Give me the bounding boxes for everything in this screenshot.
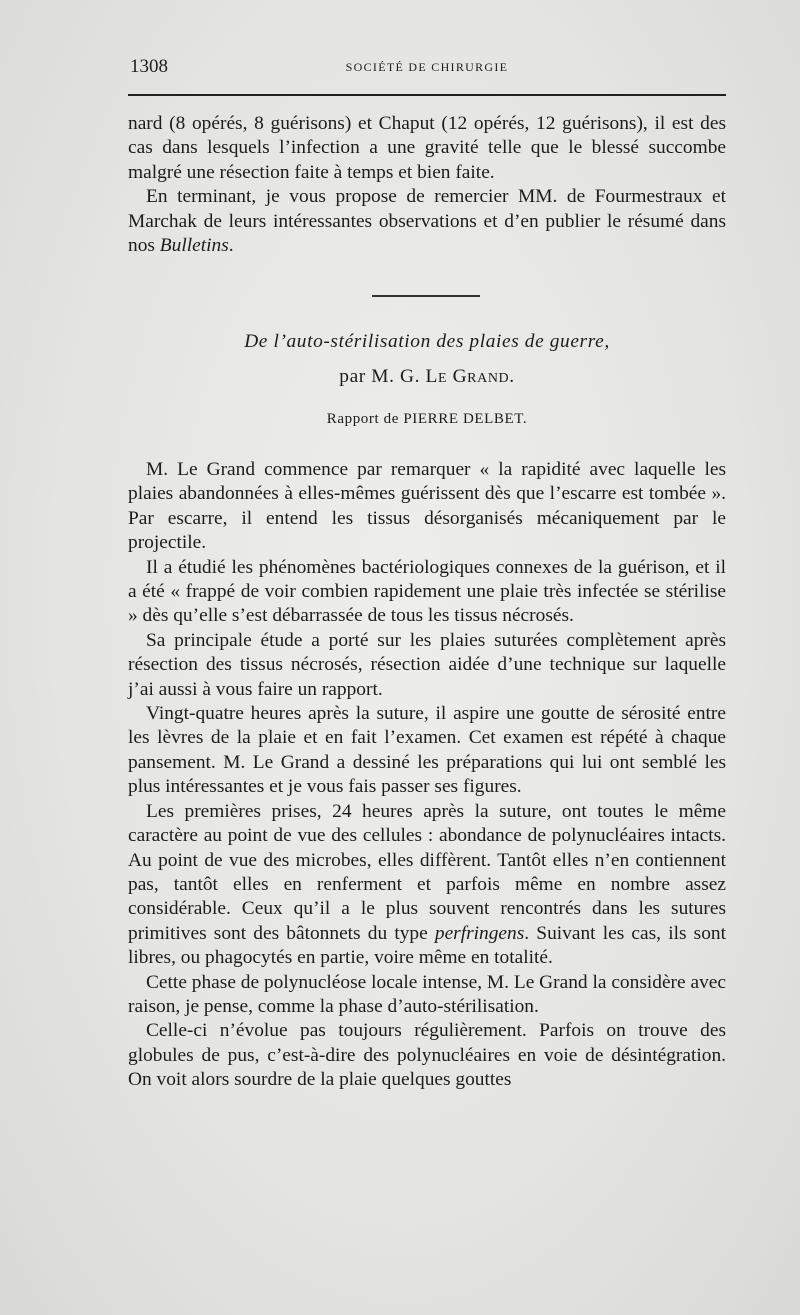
page-number: 1308 — [130, 56, 168, 77]
article-author: par M. G. Le Grand. — [339, 366, 515, 387]
body-paragraph-2: Il a étudié les phénomènes bactériologiques connexes de la guérison, et il a été « frappé de voir combien rapidement une plaie très infectée se stérilise » dès qu’elle s’est débarrassée de tous les tissus nécrosés. — [128, 556, 726, 627]
body-paragraph-5: Les premières prises, 24 heures après la suture, ont toutes le même caractère au point de vue des cellules : abondance de polynucléaires intacts. Au point de vue des microbes, elles diffèrent. Tantôt elles n’en contiennent pas, tantôt elles en renferment et parfois même en nombre assez considérable. Ceux qu’il a le plus souvent rencontrés dans les sutures primitives sont des bâtonnets du type perfringens. Suivant les cas, ils sont libres, ou phagocytés en partie, voire même en totalité. — [128, 800, 726, 969]
body-paragraph-6: Cette phase de polynucléose locale intense, M. Le Grand la considère avec raison, je pense, comme la phase d’auto-stérilisation. — [128, 971, 726, 1017]
perfringens-italic: perfringens — [434, 922, 525, 944]
author-name: Le Grand — [425, 366, 510, 387]
previous-article-ending — [128, 112, 726, 258]
body-paragraph-7: Celle-ci n’évolue pas toujours régulièrement. Parfois on trouve des globules de pus, c’est-à-dire des polynucléaires en voie de désintégration. On voit alors sourdre de la plaie quelques gouttes — [128, 1020, 726, 1091]
running-title: SOCIÉTÉ DE CHIRURGIE — [345, 60, 509, 74]
header-rule — [128, 94, 726, 96]
article-body — [128, 458, 726, 1093]
section-separator — [372, 295, 480, 297]
bulletins-italic: Bulletins — [159, 235, 229, 257]
closing-paragraph: En terminant, je vous propose de remercier MM. de Fourmestraux et Marchak de leurs intéressantes observations et d’en publier le résumé dans nos Bulletins. — [128, 186, 726, 257]
continued-paragraph: nard (8 opérés, 8 guérisons) et Chaput (12 opérés, 12 guérisons), il est des cas dans lesquels l’infection a une gravité telle que le blessé succombe malgré une résection faite à temps et bien faite. — [128, 113, 726, 183]
body-paragraph-4: Vingt-quatre heures après la suture, il aspire une goutte de sérosité entre les lèvres de la plaie et en fait l’examen. Cet examen est répété à chaque pansement. M. Le Grand a dessiné les préparations qui lui ont semblé les plus intéressantes et je vous fais passer ses figures. — [128, 703, 726, 798]
article-title: De l’auto-stérilisation des plaies de guerre, — [244, 331, 610, 352]
page-header — [128, 56, 726, 80]
body-paragraph-1: M. Le Grand commence par remarquer « la rapidité avec laquelle les plaies abandonnées à elles-mêmes guérissent dès que l’escarre est tombée ». Par escarre, il entend les tissus désorganisés mécaniquement par le projectile. — [128, 459, 726, 554]
body-paragraph-3: Sa principale étude a porté sur les plaies suturées complètement après résection des tissus nécrosés, résection aidée d’une technique sur laquelle j’ai aussi à vous faire un rapport. — [128, 629, 726, 700]
report-line: Rapport de PIERRE DELBET. — [326, 411, 528, 427]
